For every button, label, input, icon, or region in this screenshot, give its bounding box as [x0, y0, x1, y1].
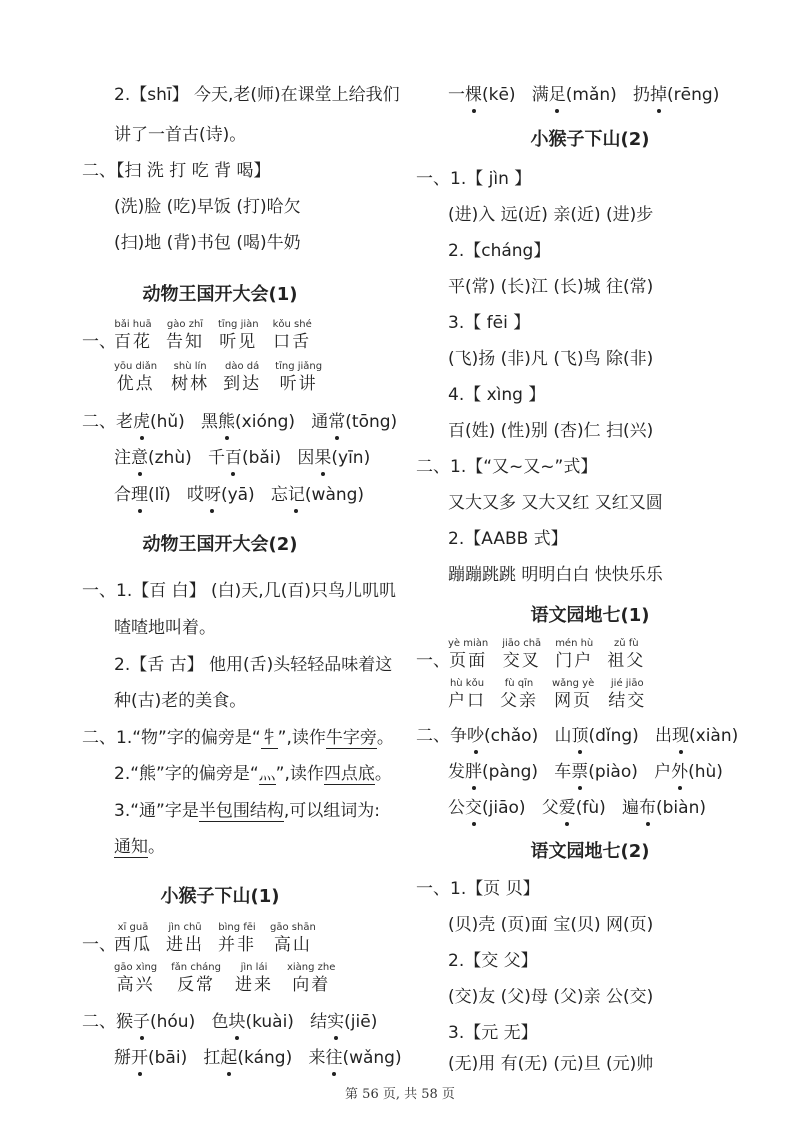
- pinyin-word: [166, 319, 204, 353]
- text-line: 喳喳地叫着。: [114, 618, 216, 638]
- section-title: 小猴子下山(1): [160, 886, 280, 907]
- dotted-word: 千百(bǎi): [207, 448, 282, 468]
- pinyin-word: [448, 638, 488, 672]
- dotted-word: 发胖(pàng): [448, 762, 539, 782]
- pinyin: gāo shān: [270, 922, 316, 933]
- pinyin-word: [114, 962, 157, 996]
- text-line: [114, 1047, 402, 1069]
- pinyin: gāo xìng: [114, 962, 158, 973]
- pinyin-word: [555, 638, 593, 672]
- pinyin-word: [273, 319, 312, 353]
- dotted-word: 车票(piào): [554, 762, 638, 782]
- hanzi: 户口: [448, 691, 486, 711]
- dotted-word: 公交(jiāo): [448, 798, 526, 818]
- pinyin: jìn chū: [168, 922, 202, 933]
- text-line: (洗)脸 (吃)早饭 (打)哈欠: [114, 197, 301, 217]
- hanzi: 网页: [554, 691, 593, 711]
- section-prefix: 二、: [82, 1012, 116, 1032]
- hanzi: 口舌: [273, 332, 312, 352]
- pinyin: yè miàn: [448, 638, 489, 649]
- text-line: 3.【 fēi 】: [448, 313, 531, 333]
- dotted-word: 猴子(hóu): [116, 1012, 196, 1032]
- text-line: 2.【舌 古】 他用(舌)头轻轻品味着这: [114, 655, 393, 675]
- text-line: [114, 484, 364, 506]
- dotted-word: 出现(xiàn): [655, 726, 739, 746]
- section-title: 动物王国开大会(1): [142, 284, 298, 305]
- text-line: 二、【扫 洗 打 吃 背 喝】: [82, 161, 271, 181]
- hanzi: 祖父: [607, 651, 646, 671]
- section-prefix: 二、: [82, 412, 116, 432]
- hanzi: 结交: [608, 691, 647, 711]
- text-line: 一、1.【百 白】 (白)天,几(百)只鸟儿叽叽: [82, 581, 396, 601]
- hanzi: 进出: [166, 935, 204, 955]
- section-title: 动物王国开大会(2): [142, 534, 298, 555]
- pinyin: hù kǒu: [449, 678, 485, 689]
- pinyin: dào dá: [225, 361, 260, 372]
- pinyin-word: [287, 962, 335, 996]
- section-prefix: 一、: [416, 651, 450, 671]
- hanzi: 并非: [218, 935, 256, 955]
- text-line: 2.【AABB 式】: [448, 529, 568, 549]
- pinyin-word: [114, 361, 157, 395]
- text-line: 讲了一首古(诗)。: [114, 125, 247, 145]
- pinyin: shù lín: [173, 361, 207, 372]
- hanzi: 父亲: [500, 691, 538, 711]
- pinyin-word: [608, 678, 646, 712]
- pinyin-word: [171, 361, 209, 395]
- pinyin: bǎi huā: [114, 319, 152, 330]
- pinyin-word: [552, 678, 594, 712]
- pinyin-word: [448, 678, 486, 712]
- dotted-word: 扛起(káng): [203, 1048, 293, 1068]
- dotted-word: 哎呀(yā): [186, 485, 255, 505]
- pinyin: fǎn cháng: [171, 962, 221, 973]
- pinyin: bìng fēi: [218, 922, 256, 933]
- text-line: 二、1.“物”字的偏旁是“牜”,读作牛字旁。: [82, 728, 394, 748]
- underlined-answer: 通知: [114, 837, 148, 857]
- hanzi: 反常: [177, 975, 216, 995]
- text-line: [416, 725, 738, 747]
- hanzi: 高兴: [116, 975, 155, 995]
- hanzi: 听见: [219, 332, 258, 352]
- pinyin-word: [500, 678, 538, 712]
- pinyin-word: [218, 319, 259, 353]
- dotted-word: 掰开(bāi): [114, 1048, 188, 1068]
- underlined-answer: 灬: [258, 764, 276, 784]
- pinyin-word: [114, 922, 152, 956]
- text-line: 百(姓) (性)别 (杏)仁 扫(兴): [448, 421, 654, 441]
- hanzi: 听讲: [279, 374, 318, 394]
- pinyin-word-row: [448, 678, 660, 712]
- hanzi: 门户: [555, 651, 594, 671]
- pinyin-word: [166, 922, 204, 956]
- text-line: 2.【cháng】: [448, 241, 551, 261]
- underlined-answer: 半包围结构: [198, 801, 284, 821]
- dotted-word: 争吵(chǎo): [450, 726, 539, 746]
- text-line: [448, 84, 719, 106]
- pinyin: xī guā: [117, 922, 149, 933]
- hanzi: 页面: [449, 651, 488, 671]
- dotted-word: 因果(yīn): [297, 448, 371, 468]
- pinyin: mén hù: [555, 638, 594, 649]
- section-prefix: 一、: [82, 935, 116, 955]
- hanzi: 到达: [223, 374, 262, 394]
- text-line: 种(古)老的美食。: [114, 691, 247, 711]
- text-line: (飞)扬 (非)凡 (飞)鸟 除(非): [448, 349, 654, 369]
- text-line: (无)用 有(无) (元)旦 (元)帅: [448, 1054, 654, 1074]
- pinyin-word: [275, 361, 322, 395]
- pinyin: fù qīn: [504, 678, 534, 689]
- hanzi: 告知: [166, 332, 204, 352]
- dotted-word: 扔掉(rēng): [633, 85, 720, 105]
- text-line: 3.【元 无】: [448, 1023, 538, 1043]
- section-title: 小猴子下山(2): [530, 129, 650, 150]
- section-title: 语文园地七(1): [530, 605, 650, 626]
- underlined-answer: 牛字旁: [325, 728, 377, 748]
- pinyin: yōu diǎn: [114, 361, 158, 372]
- hanzi: 交叉: [502, 651, 541, 671]
- dotted-word: 一棵(kē): [448, 85, 516, 105]
- dotted-word: 老虎(hǔ): [116, 412, 185, 432]
- pinyin: gào zhī: [166, 319, 204, 330]
- text-line: 4.【 xìng 】: [448, 385, 546, 405]
- text-line: 2.“熊”字的偏旁是“灬”,读作四点底。: [114, 764, 392, 784]
- text-line: (交)友 (父)母 (父)亲 公(交): [448, 987, 654, 1007]
- dotted-word: 黑熊(xióng): [201, 412, 296, 432]
- section-prefix: 二、: [416, 726, 450, 746]
- pinyin: zǔ fù: [613, 638, 639, 649]
- dotted-word: 来往(wǎng): [308, 1048, 402, 1068]
- pinyin-word: [270, 922, 316, 956]
- text-line: 平(常) (长)江 (长)城 往(常): [448, 277, 654, 297]
- text-line: (进)入 远(近) 亲(近) (进)步: [448, 205, 654, 225]
- pinyin-word-row: [114, 361, 336, 395]
- text-line: 通知。: [114, 837, 165, 857]
- pinyin-word: [607, 638, 645, 672]
- pinyin-word: [218, 922, 256, 956]
- hanzi: 向着: [292, 975, 331, 995]
- pinyin: jìn lái: [240, 962, 268, 973]
- page-footer: 第 56 页, 共 58 页: [345, 1087, 455, 1102]
- text-line: (贝)壳 (页)面 宝(贝) 网(页): [448, 915, 654, 935]
- text-line: 二、1.【“又~又~”式】: [416, 457, 598, 477]
- pinyin: jié jiāo: [610, 678, 644, 689]
- section-title: 语文园地七(2): [530, 841, 650, 862]
- dotted-word: 通常(tōng): [311, 412, 398, 432]
- dotted-word: 忘记(wàng): [270, 485, 365, 505]
- underlined-answer: 牜: [260, 728, 278, 748]
- pinyin: jiāo chā: [502, 638, 542, 649]
- dotted-word: 山顶(dǐng): [554, 726, 639, 746]
- section-prefix: 一、: [82, 332, 116, 352]
- dotted-word: 结实(jiē): [310, 1012, 378, 1032]
- pinyin-word: [223, 361, 261, 395]
- underlined-answer: 四点底: [323, 764, 375, 784]
- text-line: 3.“通”字是半包围结构,可以组词为:: [114, 801, 380, 821]
- pinyin: wǎng yè: [552, 678, 595, 689]
- hanzi: 树林: [171, 374, 210, 394]
- hanzi: 百花: [114, 332, 152, 352]
- text-line: 一、1.【 jìn 】: [416, 169, 532, 189]
- hanzi: 进来: [234, 975, 273, 995]
- pinyin-word-row: [114, 922, 330, 956]
- hanzi: 优点: [116, 374, 155, 394]
- pinyin-word-row: [448, 638, 659, 672]
- text-line: [82, 1011, 377, 1033]
- pinyin: xiàng zhe: [286, 962, 336, 973]
- text-line: 2.【交 父】: [448, 951, 538, 971]
- text-line: 又大又多 又大又红 又红又圆: [448, 493, 663, 513]
- pinyin-word: [502, 638, 541, 672]
- dotted-word: 色块(kuài): [211, 1012, 294, 1032]
- text-line: [114, 447, 370, 469]
- pinyin: tīng jiǎng: [275, 361, 323, 372]
- text-line: [82, 411, 397, 433]
- pinyin-word: [171, 962, 221, 996]
- dotted-word: 注意(zhù): [114, 448, 192, 468]
- text-line: [448, 797, 706, 819]
- pinyin-word: [235, 962, 273, 996]
- hanzi: 西瓜: [114, 935, 152, 955]
- text-line: 一、1.【页 贝】: [416, 879, 540, 899]
- pinyin: kǒu shé: [272, 319, 312, 330]
- text-line: (扫)地 (背)书包 (喝)牛奶: [114, 233, 301, 253]
- pinyin-word: [114, 319, 152, 353]
- dotted-word: 遍布(biàn): [622, 798, 706, 818]
- text-line: [448, 761, 723, 783]
- text-line: 2.【shī】 今天,老(师)在课堂上给我们: [114, 85, 400, 105]
- text-line: 蹦蹦跳跳 明明白白 快快乐乐: [448, 565, 663, 585]
- hanzi: 高山: [273, 935, 312, 955]
- dotted-word: 合理(lǐ): [114, 485, 171, 505]
- dotted-word: 满足(mǎn): [531, 85, 617, 105]
- pinyin-word-row: [114, 962, 349, 996]
- pinyin: tīng jiàn: [218, 319, 259, 330]
- dotted-word: 户外(hù): [654, 762, 723, 782]
- dotted-word: 父爱(fù): [541, 798, 606, 818]
- pinyin-word-row: [114, 319, 326, 353]
